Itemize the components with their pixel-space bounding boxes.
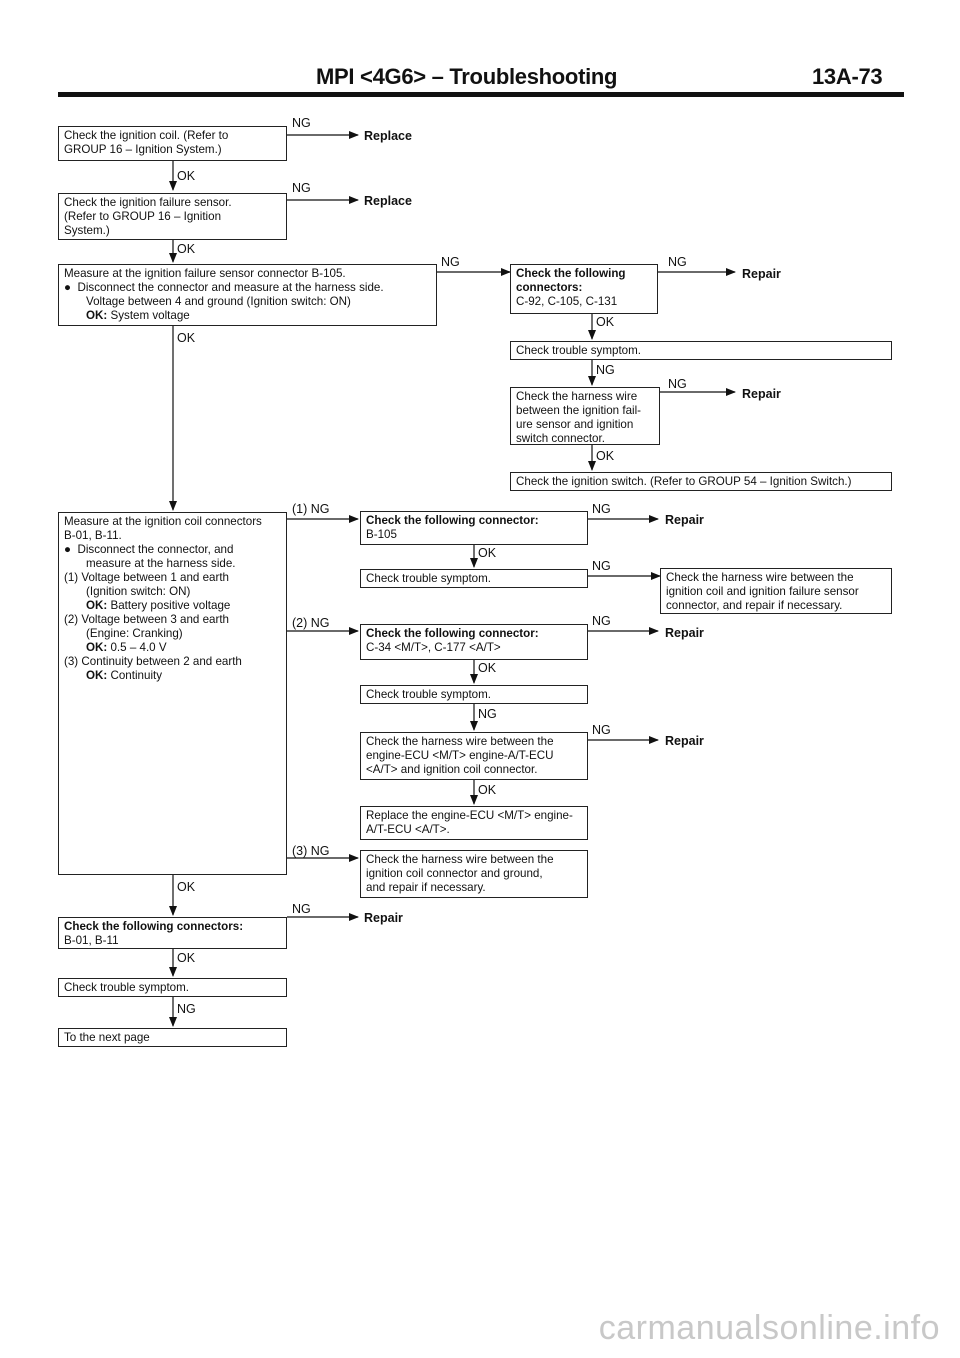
ng-label: NG <box>668 255 687 269</box>
ng2-label: (2) NG <box>292 616 330 630</box>
repair-result: Repair <box>364 911 403 925</box>
check-trouble-symptom-box-right: Check trouble symptom. <box>510 341 892 360</box>
watermark: carmanualsonline.info <box>598 1309 940 1347</box>
measure-ignition-coil-connectors-box: Measure at the ignition coil connectors B-01, B-11. ● Disconnect the connector, and measure at the harness side. (1) Voltage between 1 and earth (Ignition switch: ON) OK: Battery positive voltage (2) Voltage between 3 and earth (Engine: Cranking) OK: 0.5 – 4.0 V (3) Continuity between 2 and earth OK: Continuity <box>58 512 287 875</box>
check-ignition-failure-sensor-box: Check the ignition failure sensor. (Refer to GROUP 16 – Ignition System.) <box>58 193 287 240</box>
ng3-label: (3) NG <box>292 844 330 858</box>
ng-label: NG <box>478 707 497 721</box>
repair-result: Repair <box>665 734 704 748</box>
replace-result: Replace <box>364 194 412 208</box>
check-connector-c34-box: Check the following connector: C-34 <M/T>, C-177 <A/T> <box>360 624 588 660</box>
repair-result: Repair <box>665 626 704 640</box>
check-trouble-symptom-box-mid2: Check trouble symptom. <box>360 685 588 704</box>
ng-label: NG <box>441 255 460 269</box>
ok-label: OK <box>478 783 497 797</box>
ng-label: NG <box>592 502 611 516</box>
replace-result: Replace <box>364 129 412 143</box>
page-title: MPI <4G6> – Troubleshooting <box>316 64 618 89</box>
ok-label: OK <box>478 546 497 560</box>
ok-label: OK <box>177 169 196 183</box>
ok-label: OK <box>177 880 196 894</box>
check-harness-coil-ground-box: Check the harness wire between the ignition coil connector and ground, and repair if necessary. <box>360 850 588 898</box>
check-harness-coil-sensor-box: Check the harness wire between the ignition coil and ignition failure sensor connector, and repair if necessary. <box>660 568 892 614</box>
ng-label: NG <box>292 116 311 130</box>
ng-label: NG <box>592 723 611 737</box>
repair-result: Repair <box>742 387 781 401</box>
to-next-page-box: To the next page <box>58 1028 287 1047</box>
ok-label: OK <box>177 242 196 256</box>
ng-label: NG <box>292 902 311 916</box>
ng-label: NG <box>292 181 311 195</box>
ng-label: NG <box>596 363 615 377</box>
ng-label: NG <box>592 559 611 573</box>
check-connectors-c92-box: Check the following connectors: C-92, C-105, C-131 <box>510 264 658 314</box>
check-harness-ecu-coil-box: Check the harness wire between the engine-ECU <M/T> engine-A/T-ECU <A/T> and ignition coil connector. <box>360 732 588 780</box>
check-ignition-switch-box: Check the ignition switch. (Refer to GROUP 54 – Ignition Switch.) <box>510 472 892 491</box>
replace-ecu-box: Replace the engine-ECU <M/T> engine- A/T-ECU <A/T>. <box>360 806 588 840</box>
ng1-label: (1) NG <box>292 502 330 516</box>
ng-label: NG <box>177 1002 196 1016</box>
check-connector-b105-box: Check the following connector: B-105 <box>360 511 588 545</box>
check-trouble-symptom-box-mid1: Check trouble symptom. <box>360 569 588 588</box>
check-harness-sensor-switch-box: Check the harness wire between the ignition fail- ure sensor and ignition switch connector. <box>510 387 660 445</box>
ok-label: OK <box>177 331 196 345</box>
check-ignition-coil-box: Check the ignition coil. (Refer to GROUP 16 – Ignition System.) <box>58 126 287 161</box>
ok-label: OK <box>596 315 615 329</box>
ng-label: NG <box>668 377 687 391</box>
check-trouble-symptom-box-left: Check trouble symptom. <box>58 978 287 997</box>
repair-result: Repair <box>742 267 781 281</box>
page-number: 13A-73 <box>812 64 883 89</box>
ok-label: OK <box>177 951 196 965</box>
repair-result: Repair <box>665 513 704 527</box>
check-coil-connectors-box: Check the following connectors: B-01, B-11 <box>58 917 287 949</box>
ok-label: OK <box>596 449 615 463</box>
ng-label: NG <box>592 614 611 628</box>
measure-failure-sensor-connector-box: Measure at the ignition failure sensor connector B-105. ● Disconnect the connector and measure at the harness side. Voltage between 4 and ground (Ignition switch: ON) OK: System voltage <box>58 264 437 326</box>
ok-label: OK <box>478 661 497 675</box>
